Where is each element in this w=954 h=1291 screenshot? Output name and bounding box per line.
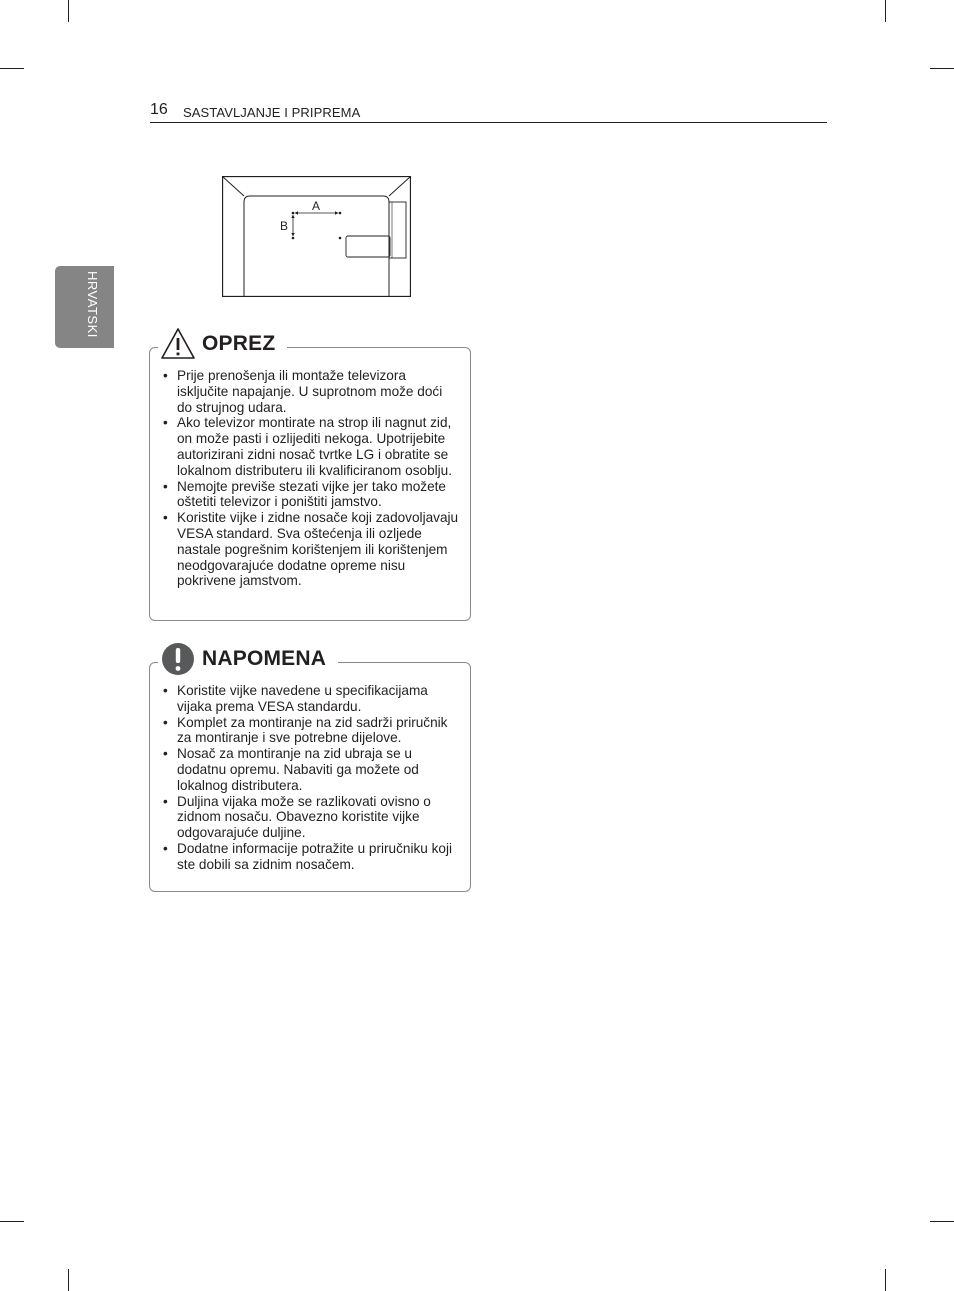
section-title: SASTAVLJANJE I PRIPREMA [183, 105, 361, 120]
list-item: • Nemojte previše stezati vijke jer tako možete oštetiti televizor i poništiti jamstvo. [163, 479, 460, 511]
caution-header [158, 326, 287, 362]
crop-mark [68, 0, 69, 22]
note-title: NAPOMENA [202, 647, 327, 670]
crop-mark [930, 1221, 954, 1222]
crop-mark [885, 0, 886, 22]
language-tab [55, 266, 114, 348]
list-item: • Koristite vijke i zidne nosače koji zadovoljavaju VESA standard. Sva oštećenja ili ozljede nastale pogrešnim korištenjem ili korištenjem neodgovarajuće dodatne opreme nisu pokrivene jamstvom. [163, 510, 460, 589]
caution-list [163, 368, 460, 589]
tv-back-diagram [222, 176, 411, 297]
list-item: • Komplet za montiranje na zid sadrži priručnik za montiranje i sve potrebne dijelove. [163, 715, 460, 747]
note-box [149, 647, 471, 892]
crop-mark [68, 1269, 69, 1291]
language-tab-label: HRVATSKI [85, 271, 100, 338]
crop-mark [930, 68, 954, 69]
page-header [150, 100, 827, 123]
crop-mark [0, 68, 24, 69]
crop-mark [885, 1269, 886, 1291]
caution-title: OPREZ [202, 332, 276, 355]
list-item: • Nosač za montiranje na zid ubraja se u dodatnu opremu. Nabaviti ga možete od lokalnog distributera. [163, 746, 460, 793]
note-header [158, 641, 338, 677]
caution-box [149, 332, 471, 621]
list-item: • Prije prenošenja ili montaže televizora isključite napajanje. U suprotnom može doći do strujnog udara. [163, 368, 460, 415]
list-item: • Dodatne informacije potražite u priručniku koji ste dobili sa zidnim nosačem. [163, 841, 460, 873]
crop-mark [0, 1221, 24, 1222]
list-item: • Koristite vijke navedene u specifikacijama vijaka prema VESA standardu. [163, 683, 460, 715]
dimension-label-a: A [311, 199, 321, 213]
warning-triangle-icon [160, 326, 196, 362]
note-list [163, 683, 460, 873]
page-number: 16 [150, 101, 168, 118]
dimension-label-b: B [279, 219, 289, 233]
list-item: • Duljina vijaka može se razlikovati ovisno o zidnom nosaču. Obavezno koristite vijke odgovarajuće duljine. [163, 794, 460, 841]
list-item: • Ako televizor montirate na strop ili nagnut zid, on može pasti i ozlijediti nekoga. Upotrijebite autorizirani zidni nosač tvrtke LG i obratite se lokalnom distributeru ili kvalificiranom osoblju. [163, 415, 460, 478]
exclamation-circle-icon [160, 641, 196, 677]
